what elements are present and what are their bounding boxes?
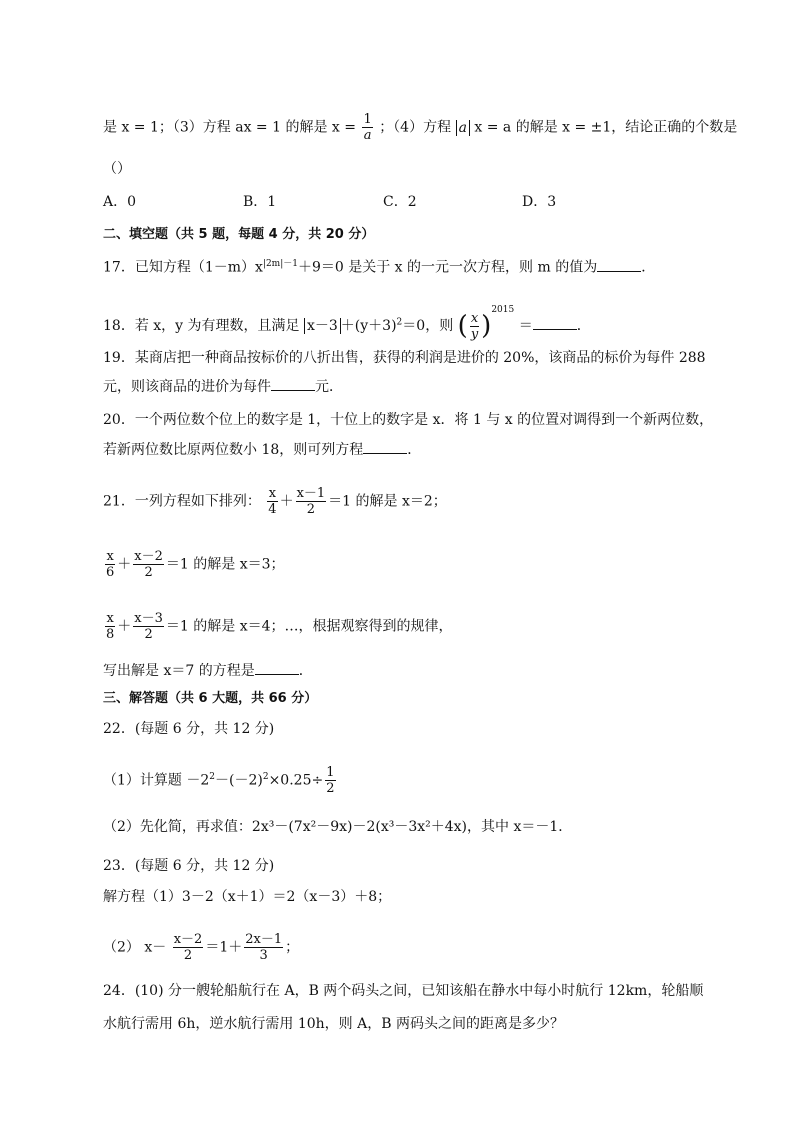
question-22-part1	[103, 765, 338, 796]
numerator: x－2	[173, 932, 203, 947]
question-21-last	[103, 661, 313, 681]
text: x = a 的解是 x = ±1，结论正确的个数是	[474, 119, 738, 136]
numerator: x	[268, 486, 277, 501]
question-23-part2	[103, 932, 299, 963]
denominator: 2	[326, 781, 335, 796]
denominator: a	[363, 128, 372, 143]
question-21-eq3	[103, 611, 453, 642]
option-a: A．0	[103, 194, 137, 210]
plus-sign: ＋	[117, 556, 132, 573]
fraction	[267, 486, 277, 517]
answer-blank	[255, 661, 299, 675]
fraction	[244, 932, 283, 963]
text: 写出解是 x＝7 的方程是	[103, 663, 255, 679]
fraction	[133, 549, 164, 580]
text: ＝0，则	[402, 318, 454, 334]
question-21-eq2	[103, 549, 285, 580]
fraction	[296, 486, 327, 517]
plus-sign: ＋	[117, 618, 132, 635]
exponent: 2	[209, 771, 215, 782]
question-22-head: 22．(每题 6 分，共 12 分)	[103, 721, 275, 737]
question-19-line1: 19．某商店把一种商品按标价的八折出售，获得的利润是进价的 20%，该商品的标价为每件 288	[103, 350, 706, 366]
denominator: 6	[106, 565, 115, 580]
question-22-part2: （2）先化简，再求值：2x³－(7x²－9x)－2(x³－3x²＋4x)，其中 x＝－1．	[103, 819, 573, 835]
text: ．	[407, 442, 422, 458]
fraction	[325, 765, 335, 796]
numerator: 1	[326, 765, 335, 780]
text: ＝1 的解是 x＝4；…，根据观察得到的规律，	[165, 618, 453, 635]
question-24-line2: 水航行需用 6h，逆水航行需用 10h，则 A，B 两码头之间的距离是多少？	[103, 1016, 564, 1032]
left-paren: (	[457, 311, 468, 341]
answer-blank	[363, 440, 407, 454]
text: ×0.25÷	[268, 772, 324, 789]
exponent: |2m|－1	[262, 259, 298, 269]
denominator: 2	[144, 627, 153, 642]
question-20-line2	[103, 440, 421, 460]
text: ．	[576, 318, 591, 334]
text: （1）计算题 －2	[103, 772, 210, 789]
answer-blank	[597, 258, 641, 272]
question-23-part1: 解方程（1）3－2（x＋1）＝2（x－3）＋8；	[103, 889, 392, 905]
denominator: 2	[144, 565, 153, 580]
fraction	[470, 311, 479, 342]
text: 元，则该商品的进价为每件	[103, 379, 271, 395]
option-b: B．1	[243, 194, 277, 210]
numerator: x	[106, 549, 114, 564]
fraction	[362, 112, 372, 143]
text: ＝	[518, 318, 533, 334]
numerator: x－2	[134, 549, 163, 564]
question-21-eq1	[103, 486, 447, 517]
text: 18．若 x，y 为有理数，且满足	[103, 318, 300, 334]
right-paren: )	[481, 311, 492, 341]
section-heading-fill-blank: 二、填空题（共 5 题，每题 4 分，共 20 分）	[103, 227, 375, 242]
fraction	[133, 611, 164, 642]
text: 17．已知方程（1－m）x	[103, 259, 263, 276]
exponent: 2	[396, 317, 403, 328]
fraction	[173, 932, 204, 963]
text: ＋(y＋3)	[340, 318, 397, 334]
question-19-line2	[103, 377, 343, 397]
fraction	[105, 611, 115, 642]
question-23-head: 23．(每题 6 分，共 12 分)	[103, 858, 275, 874]
text: （2） x－	[103, 939, 167, 956]
denominator: 8	[106, 627, 115, 642]
text: ＝1 的解是 x＝3；	[165, 556, 285, 573]
question-18	[103, 300, 591, 342]
text: ＝1＋	[205, 939, 243, 956]
text: 若新两位数比原两位数小 18，则可列方程	[103, 442, 364, 458]
numerator: 2x－1	[245, 932, 283, 947]
text: ．	[298, 663, 313, 679]
question-16-tail	[103, 112, 737, 143]
answer-blank	[271, 377, 315, 391]
plus-sign: ＋	[279, 493, 294, 510]
numerator: x	[106, 611, 114, 626]
text: ；	[285, 939, 300, 956]
option-c: C．2	[383, 194, 417, 210]
denominator: 3	[259, 948, 268, 963]
denominator: y	[470, 326, 479, 342]
text: 21．一列方程如下排列：	[103, 493, 261, 510]
question-24-line1: 24．(10) 分一艘轮船航行在 A，B 两个码头之间，已知该船在静水中每小时航行 12km，轮船顺	[103, 983, 704, 999]
denominator: 2	[183, 948, 193, 963]
denominator: 2	[306, 502, 315, 517]
text: 是 x = 1；（3）方程 ax = 1 的解是 x =	[103, 119, 356, 136]
numerator: x－3	[134, 611, 163, 626]
text: ．	[641, 259, 656, 276]
answer-paren: （）	[103, 161, 131, 177]
question-17	[103, 254, 655, 278]
section-heading-solutions: 三、解答题（共 6 大题，共 66 分）	[103, 691, 318, 706]
text: 元．	[315, 379, 343, 395]
absolute-value: x－3	[304, 318, 341, 334]
text: －(－2)	[215, 772, 263, 789]
answer-blank	[533, 316, 577, 330]
text: ＋9＝0 是关于 x 的一元一次方程，则 m 的值为	[297, 259, 598, 276]
text: ；（4）方程	[379, 119, 452, 136]
exponent: 2015	[491, 305, 515, 315]
option-d: D．3	[522, 194, 557, 210]
numerator: 1	[363, 112, 372, 127]
numerator: x	[470, 310, 479, 326]
text: ＝1 的解是 x＝2；	[328, 493, 447, 510]
denominator: 4	[268, 502, 277, 517]
absolute-value: a	[456, 120, 470, 136]
exponent: 2	[262, 771, 269, 782]
numerator: x－1	[296, 486, 326, 501]
question-20-line1: 20．一个两位数个位上的数字是 1，十位上的数字是 x．将 1 与 x 的位置对调得到一个新两位数，	[103, 412, 714, 428]
fraction	[105, 549, 115, 580]
